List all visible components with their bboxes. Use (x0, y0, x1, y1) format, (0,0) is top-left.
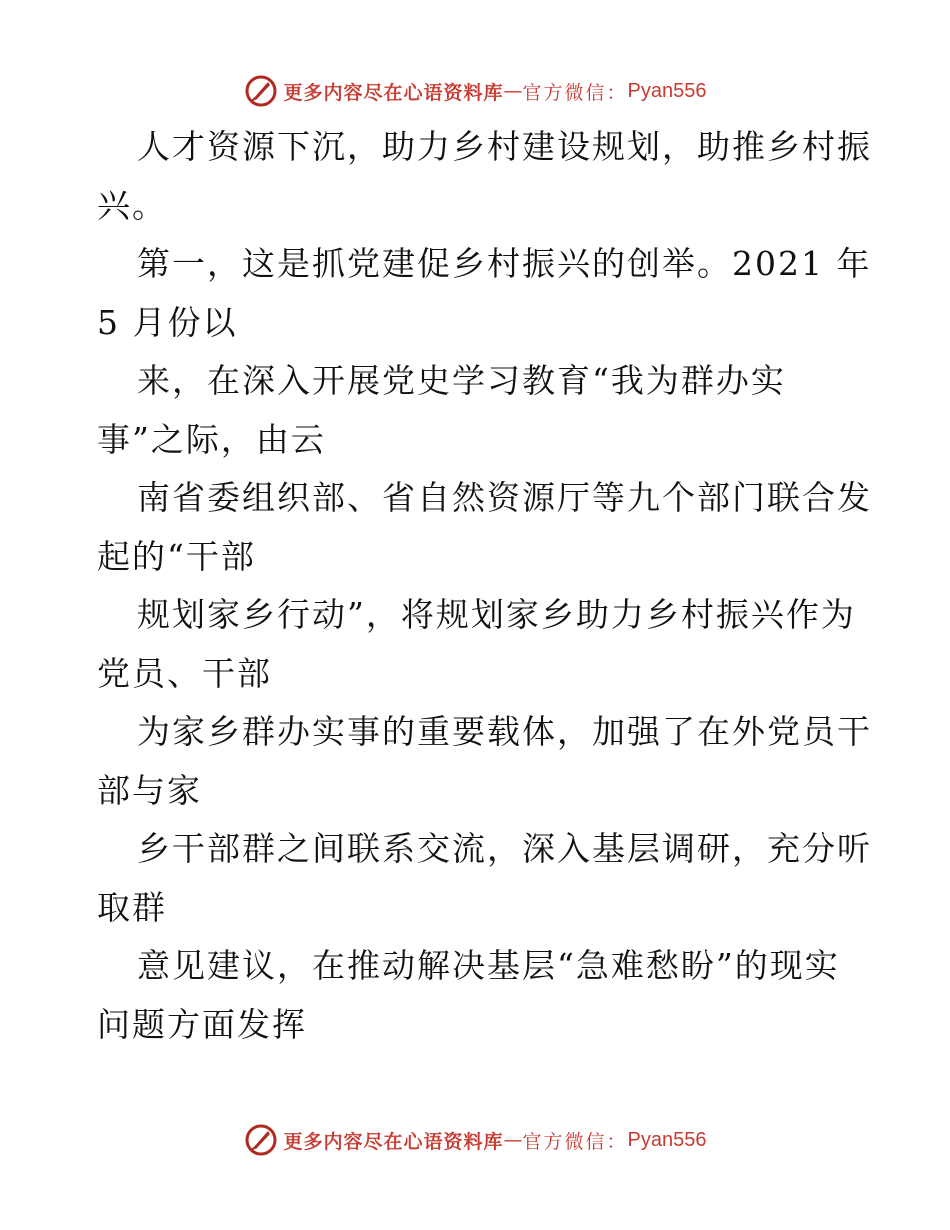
body-line: 为家乡群办实事的重要载体，加强了在外党员干 (137, 712, 872, 751)
body-line: 起的“干部 (97, 536, 256, 576)
body-line: 党员、干部 (97, 653, 272, 693)
body-line: 5 月份以 (97, 302, 238, 342)
body-line: 取群 (97, 887, 167, 927)
body-line: 事”之际，由云 (97, 419, 326, 459)
quill-pen-logo-icon (244, 74, 278, 108)
body-line: 部与家 (97, 770, 202, 810)
banner-text: 更多内容尽在心语资料库 (283, 1130, 504, 1153)
body-line: 来，在深入开展党史学习教育“我为群办实 (137, 361, 786, 400)
body-line: 兴。 (97, 185, 167, 225)
header-watermark-banner (0, 71, 950, 111)
body-line: 南省委组织部、省自然资源厅等九个部门联合发 (137, 478, 872, 517)
banner-text: 更多内容尽在心语资料库 (283, 81, 504, 104)
body-line: 乡干部群之间联系交流，深入基层调研，充分听 (137, 829, 872, 868)
quill-pen-logo-icon (244, 1123, 278, 1157)
banner-label: 官方微信： (522, 81, 628, 104)
body-line: 第一，这是抓党建促乡村振兴的创举。2021 年 (137, 244, 872, 283)
banner-wechat-id: Pyan556 (627, 1128, 707, 1151)
body-line: 规划家乡行动”，将规划家乡助力乡村振兴作为 (137, 595, 856, 634)
banner-wechat-id: Pyan556 (627, 79, 707, 102)
body-line: 人才资源下沉，助力乡村建设规划，助推乡村振 (137, 127, 872, 166)
banner-separator: — (503, 80, 523, 102)
body-line: 问题方面发挥 (97, 1004, 307, 1044)
body-line: 意见建议，在推动解决基层“急难愁盼”的现实 (137, 946, 840, 985)
footer-watermark-banner (0, 1120, 950, 1160)
banner-label: 官方微信： (522, 1130, 628, 1153)
banner-separator: — (503, 1129, 523, 1151)
document-body (97, 118, 872, 1054)
